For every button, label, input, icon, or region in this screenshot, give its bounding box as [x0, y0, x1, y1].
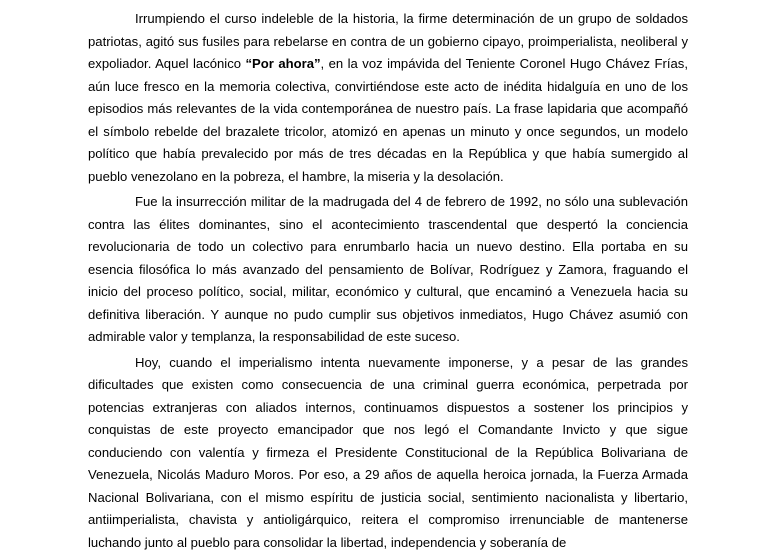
paragraph-3	[88, 352, 688, 554]
text-run: Hoy, cuando el imperialismo intenta nuevamente imponerse, y a pesar de las grandes dificultades que existen como consecuencia de una criminal guerra económica, perpetrada por potencias extranjeras con aliados internos, continuamos dispuestos a sostener los principios y conquistas de este proyecto emancipador que nos legó el Comandante Invicto y que sigue conduciendo con valentía y firmeza el Presidente Constitucional de la República Bolivariana de Venezuela, Nicolás Maduro Moros. Por eso, a 29 años de aquella heroica jornada, la Fuerza Armada Nacional Bolivariana, con el mismo espíritu de justicia social, sentimiento nacionalista y libertario, antiimperialista, chavista y antioligárquico, reitera el compromiso irrenunciable de mantenerse luchando junto al pueblo para consolidar la libertad, independencia y soberanía de	[88, 354, 688, 550]
text-run: Fue la insurrección militar de la madrugada del 4 de febrero de 1992, no sólo una sublevación contra las élites dominantes, sino el acontecimiento trascendental que despertó la conciencia revolucionaria de todo un colectivo para enrumbarlo hacia un nuevo destino. Ella portaba en su esencia filosófica lo más avanzado del pensamiento de Bolívar, Rodríguez y Zamora, fraguando el inicio del proceso político, social, militar, económico y cultural, que encaminó a Venezuela hacia su definitiva liberación. Y aunque no pudo cumplir sus objetivos inmediatos, Hugo Chávez asumió con admirable valor y templanza, la responsabilidad de este suceso.	[88, 194, 688, 345]
document-text-body	[88, 8, 688, 554]
paragraph-1	[88, 8, 688, 188]
text-run: , en la voz impávida del Teniente Coronel Hugo Chávez Frías, aún luce fresco en la memoria colectiva, convirtiéndose este acto de inédita hidalguía en uno de los episodios más relevantes de la vida contemporánea de nuestro país. La frase lapidaria que acompañó el símbolo rebelde del brazalete tricolor, atomizó en apenas un minuto y once segundos, un modelo político que había prevalecido por más de tres décadas en la República y que había sumergido al pueblo venezolano en la pobreza, el hambre, la miseria y la desolación.	[88, 56, 688, 184]
text-run: Irrumpiendo el curso indeleble de la historia, la firme determinación de un grupo de soldados patriotas, agitó sus fusiles para rebelarse en contra de un gobierno cipayo, proimperialista, neoliberal y expoliador. Aquel lacónico	[88, 11, 688, 72]
paragraph-2	[88, 191, 688, 349]
text-run-bold: “Por ahora”	[245, 56, 321, 72]
